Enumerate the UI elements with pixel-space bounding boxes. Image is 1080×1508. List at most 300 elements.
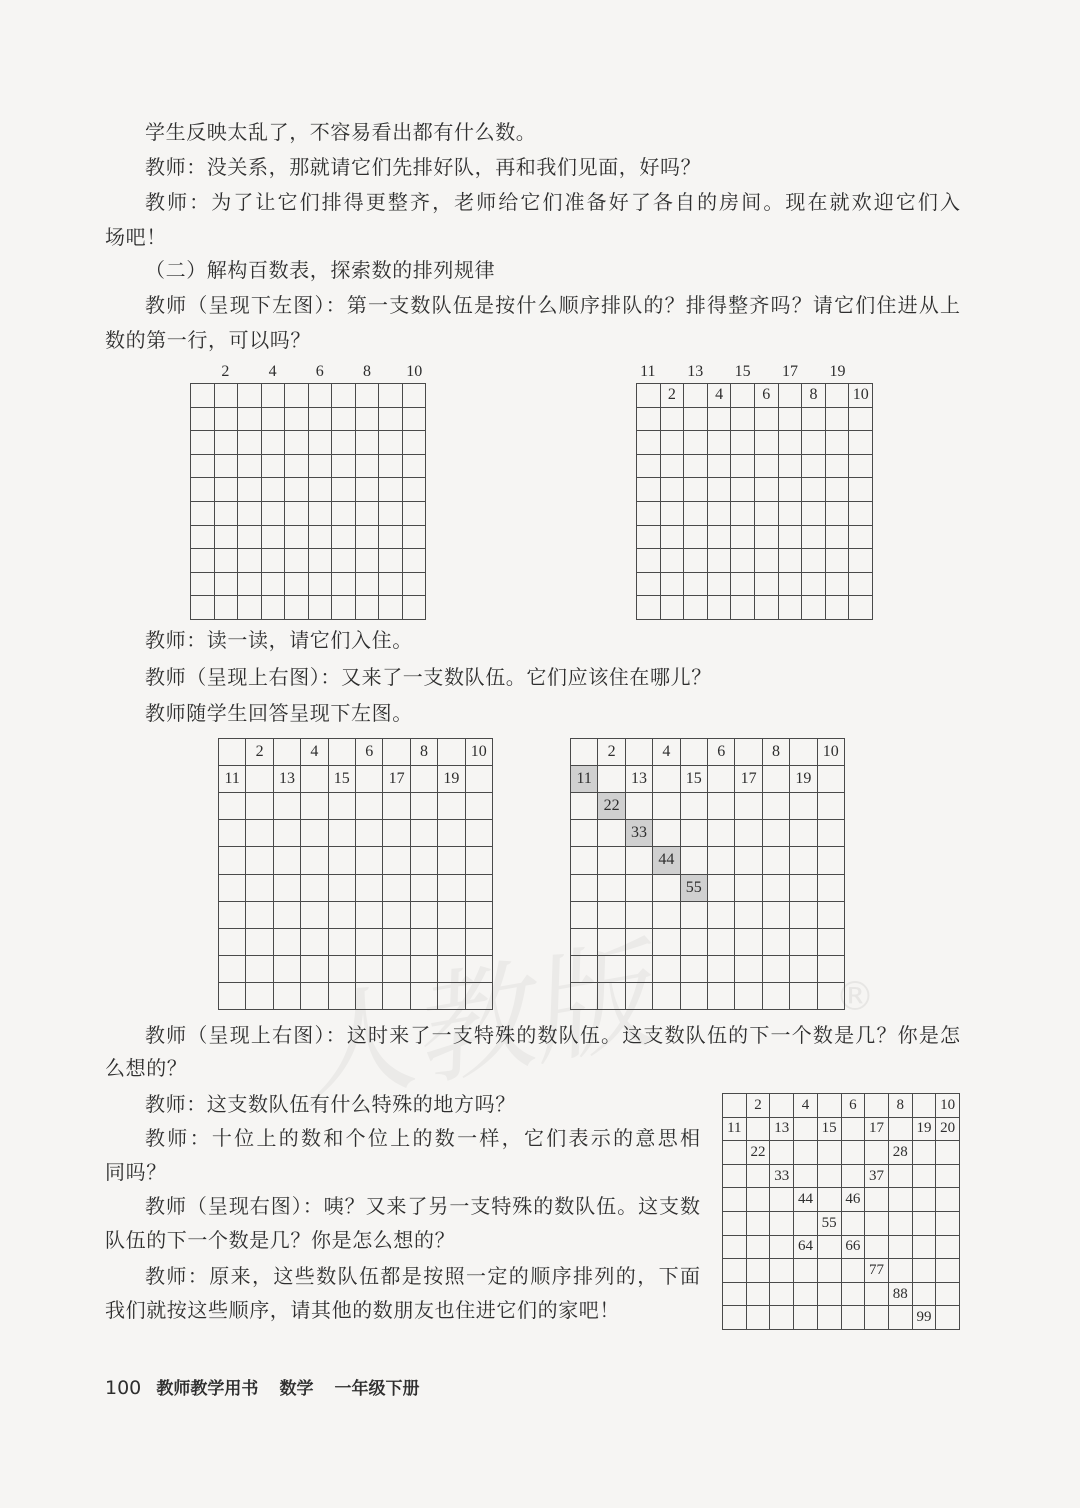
paragraph-line: 队伍的下一个数是几？你是怎么想的？: [105, 1228, 456, 1252]
grid-cell-empty: [301, 983, 328, 1010]
grid-cell-empty: [913, 1188, 937, 1212]
grid-cell-empty: [684, 408, 708, 432]
grid-cell-number: 28: [889, 1141, 913, 1165]
grid-cell-empty: [755, 431, 779, 455]
grid-cell-empty: [731, 478, 755, 502]
grid-cell-empty: [913, 1094, 937, 1118]
grid-cell-empty: [466, 766, 493, 793]
grid-cell-empty: [794, 1306, 818, 1330]
grid-cell-empty: [403, 502, 427, 526]
grid-cell-empty: [747, 1165, 771, 1189]
grid-cell-empty: [309, 573, 333, 597]
grid-cell-empty: [794, 1259, 818, 1283]
grid-header-spacer: [237, 361, 261, 383]
grid-cell-empty: [356, 455, 380, 479]
grid-cell-empty: [826, 549, 850, 573]
grid-cell-empty: [356, 384, 380, 408]
grid-cell-empty: [379, 408, 403, 432]
grid-cell-empty: [735, 956, 762, 983]
grid-cell-empty: [356, 478, 380, 502]
grid-cell-empty: [708, 455, 732, 479]
grid-cell-empty: [661, 573, 685, 597]
grid-cell-empty: [637, 384, 661, 408]
grid-cell-empty: [383, 793, 410, 820]
grid-cell-empty: [723, 1212, 747, 1236]
grid-cell-empty: [383, 983, 410, 1010]
paragraph-line: 么想的？: [105, 1056, 188, 1080]
grid-cell-empty: [842, 1259, 866, 1283]
grid-cell-empty: [191, 455, 215, 479]
grid-cell-empty: [889, 1236, 913, 1260]
grid-cell-empty: [826, 408, 850, 432]
grid-cell-empty: [790, 902, 817, 929]
grid-cell-empty: [309, 455, 333, 479]
grid-cell-empty: [262, 596, 286, 620]
grid-cell-empty: [356, 847, 383, 874]
grid-cell-empty: [379, 478, 403, 502]
grid-cell-empty: [356, 793, 383, 820]
grid-cell-empty: [770, 1236, 794, 1260]
grid-cell-empty: [818, 1141, 842, 1165]
grid-cell-empty: [246, 956, 273, 983]
grid-cell-empty: [735, 793, 762, 820]
grid-cell-empty: [708, 820, 735, 847]
grid-cell-empty: [790, 847, 817, 874]
grid-cell-empty: [403, 455, 427, 479]
grid-cell-empty: [466, 929, 493, 956]
grid-cell-empty: [637, 573, 661, 597]
grid-cell-number: 2: [747, 1094, 771, 1118]
grid-cell-empty: [865, 1188, 889, 1212]
grid-cell-empty: [438, 956, 465, 983]
grid-cell-empty: [681, 956, 708, 983]
grid-cell-number: 17: [383, 766, 410, 793]
grid-cell-empty: [238, 502, 262, 526]
grid-cell-empty: [723, 1141, 747, 1165]
grid-cell-empty: [332, 526, 356, 550]
grid-cell-number: 15: [818, 1118, 842, 1142]
grid-header-spacer: [802, 361, 826, 383]
grid-cell-empty: [731, 526, 755, 550]
grid-cell-empty: [849, 408, 873, 432]
grid-cell-number: 10: [466, 739, 493, 766]
grid-cell-empty: [936, 1283, 960, 1307]
grid-header-label: 2: [221, 363, 230, 380]
grid-cell-empty: [379, 526, 403, 550]
grid-cell-empty: [723, 1283, 747, 1307]
grid-cell-empty: [285, 408, 309, 432]
grid-cell-empty: [865, 1094, 889, 1118]
grid-cell-empty: [356, 502, 380, 526]
grid-cell-empty: [708, 847, 735, 874]
hundred-chart-grid-1: [190, 383, 426, 620]
grid-cell-empty: [246, 766, 273, 793]
grid-cell-empty: [329, 983, 356, 1010]
page-number: 100: [105, 1377, 142, 1399]
grid-cell-empty: [865, 1141, 889, 1165]
grid-cell-empty: [661, 455, 685, 479]
grid-cell-empty: [755, 526, 779, 550]
grid-cell-empty: [466, 793, 493, 820]
grid-cell-empty: [684, 526, 708, 550]
grid-cell-empty: [238, 431, 262, 455]
grid-cell-empty: [818, 847, 845, 874]
paragraph-line: 教师（呈现下左图）：第一支数队伍是按什么顺序排队的？排得整齐吗？请它们住进从上: [145, 293, 960, 317]
paragraph-line: 教师：为了让它们排得更整齐，老师给它们准备好了各自的房间。现在就欢迎它们入: [145, 190, 960, 214]
grid-cell-number: 55: [818, 1212, 842, 1236]
grid-cell-number: 22: [747, 1141, 771, 1165]
grid-cell-empty: [274, 875, 301, 902]
grid-cell-empty: [301, 766, 328, 793]
grid-cell-empty: [356, 875, 383, 902]
grid-cell-empty: [438, 929, 465, 956]
grid-cell-empty: [309, 384, 333, 408]
grid-cell-empty: [356, 766, 383, 793]
grid-cell-empty: [301, 793, 328, 820]
grid-cell-empty: [285, 573, 309, 597]
grid-cell-empty: [681, 847, 708, 874]
grid-cell-empty: [332, 431, 356, 455]
grid-cell-empty: [684, 549, 708, 573]
grid-cell-empty: [438, 983, 465, 1010]
grid-cell-empty: [826, 596, 850, 620]
grid-cell-empty: [598, 847, 625, 874]
grid-cell-empty: [763, 929, 790, 956]
grid-cell-empty: [770, 1094, 794, 1118]
grid-cell-empty: [598, 929, 625, 956]
grid-cell-empty: [383, 902, 410, 929]
grid-cell-empty: [849, 431, 873, 455]
grid-cell-empty: [285, 384, 309, 408]
grid-cell-empty: [731, 384, 755, 408]
grid-cell-empty: [262, 573, 286, 597]
grid-cell-empty: [191, 573, 215, 597]
grid-cell-empty: [301, 902, 328, 929]
grid-cell-empty: [215, 408, 239, 432]
grid-cell-empty: [301, 875, 328, 902]
grid-cell-empty: [681, 902, 708, 929]
grid-cell-empty: [794, 1212, 818, 1236]
grid-cell-empty: [936, 1212, 960, 1236]
grid-cell-empty: [403, 526, 427, 550]
grid-cell-empty: [708, 983, 735, 1010]
grid-cell-number: 19: [438, 766, 465, 793]
grid-cell-empty: [826, 526, 850, 550]
grid-cell-number: 6: [356, 739, 383, 766]
grid-cell-empty: [747, 1212, 771, 1236]
grid-cell-empty: [309, 502, 333, 526]
grid-cell-empty: [849, 573, 873, 597]
grid-cell-empty: [329, 902, 356, 929]
grid-cell-empty: [215, 502, 239, 526]
grid-cell-empty: [747, 1188, 771, 1212]
grid-cell-empty: [301, 929, 328, 956]
grid-cell-empty: [411, 956, 438, 983]
grid-cell-empty: [274, 983, 301, 1010]
grid-cell-empty: [913, 1165, 937, 1189]
grid-cell-empty: [219, 956, 246, 983]
grid-cell-number: 15: [681, 766, 708, 793]
grid-cell-empty: [356, 596, 380, 620]
grid-cell-empty: [626, 902, 653, 929]
grid-cell-empty: [763, 875, 790, 902]
grid-cell-empty: [626, 739, 653, 766]
grid-cell-empty: [735, 739, 762, 766]
grid-cell-empty: [274, 929, 301, 956]
grid-header-label: 19: [829, 363, 846, 380]
grid-header-spacer: [660, 361, 684, 383]
grid-cell-number: 19: [913, 1118, 937, 1142]
grid-cell-empty: [626, 929, 653, 956]
page-footer: [105, 1375, 436, 1401]
grid-cell-empty: [779, 431, 803, 455]
grid-cell-empty: [842, 1141, 866, 1165]
grid-cell-empty: [246, 902, 273, 929]
grid-cell-empty: [849, 502, 873, 526]
grid-cell-empty: [356, 549, 380, 573]
grade: 一年级下册: [334, 1379, 420, 1399]
grid-cell-empty: [708, 526, 732, 550]
grid-cell-empty: [763, 902, 790, 929]
grid-cell-empty: [219, 929, 246, 956]
paragraph-line: 教师随学生回答呈现下左图。: [145, 701, 413, 725]
grid-cell-empty: [246, 929, 273, 956]
grid-cell-empty: [438, 875, 465, 902]
grid-cell-empty: [661, 526, 685, 550]
grid-cell-empty: [708, 596, 732, 620]
grid-cell-empty: [936, 1306, 960, 1330]
grid-cell-empty: [708, 793, 735, 820]
grid-cell-empty: [309, 596, 333, 620]
grid-cell-empty: [889, 1118, 913, 1142]
grid-cell-empty: [849, 455, 873, 479]
grid-cell-empty: [731, 431, 755, 455]
grid-cell-empty: [790, 875, 817, 902]
grid-cell-empty: [219, 739, 246, 766]
grid-cell-empty: [332, 384, 356, 408]
grid-cell-empty: [274, 793, 301, 820]
grid-cell-empty: [913, 1212, 937, 1236]
grid-cell-empty: [684, 384, 708, 408]
grid-cell-empty: [723, 1094, 747, 1118]
grid-cell-empty: [779, 478, 803, 502]
grid-cell-empty: [285, 549, 309, 573]
grid-header-spacer: [332, 361, 356, 383]
grid-cell-empty: [818, 766, 845, 793]
grid-cell-empty: [356, 820, 383, 847]
grid-cell-empty: [826, 455, 850, 479]
grid-cell-empty: [626, 847, 653, 874]
grid-cell-number: 33: [770, 1165, 794, 1189]
grid-cell-empty: [238, 478, 262, 502]
grid-cell-empty: [755, 596, 779, 620]
grid-cell-number: 37: [865, 1165, 889, 1189]
grid-cell-empty: [301, 956, 328, 983]
grid-cell-empty: [653, 875, 680, 902]
grid-cell-empty: [826, 431, 850, 455]
grid-cell-empty: [332, 549, 356, 573]
grid-cell-number: 6: [842, 1094, 866, 1118]
grid-header-spacer: [707, 361, 731, 383]
grid-cell-empty: [708, 502, 732, 526]
grid-cell-empty: [329, 793, 356, 820]
grid-cell-empty: [329, 875, 356, 902]
grid-cell-empty: [438, 847, 465, 874]
grid-cell-empty: [731, 455, 755, 479]
grid-cell-empty: [285, 526, 309, 550]
grid-cell-empty: [285, 455, 309, 479]
grid-cell-empty: [438, 820, 465, 847]
grid-header-label: 8: [362, 363, 371, 380]
grid-cell-empty: [219, 820, 246, 847]
grid-header-spacer: [849, 361, 873, 383]
grid-cell-empty: [818, 956, 845, 983]
grid-cell-empty: [818, 1306, 842, 1330]
grid-cell-number: 8: [763, 739, 790, 766]
grid-cell-number: 44: [794, 1188, 818, 1212]
grid-cell-empty: [246, 847, 273, 874]
subject: 数学: [279, 1379, 314, 1399]
grid-header-spacer: [379, 361, 403, 383]
grid-cell-empty: [466, 902, 493, 929]
grid-cell-number: 64: [794, 1236, 818, 1260]
grid-cell-empty: [383, 956, 410, 983]
grid-cell-empty: [681, 739, 708, 766]
grid-cell-empty: [818, 1236, 842, 1260]
grid-cell-empty: [285, 478, 309, 502]
grid-cell-empty: [889, 1306, 913, 1330]
grid-header-spacer: [190, 361, 214, 383]
grid-cell-empty: [438, 902, 465, 929]
grid-cell-empty: [598, 983, 625, 1010]
grid-header-label: 15: [734, 363, 751, 380]
grid-cell-empty: [403, 408, 427, 432]
grid-cell-empty: [661, 408, 685, 432]
grid-cell-empty: [708, 766, 735, 793]
paragraph-line: 教师（呈现上右图）：又来了一支数队伍。它们应该住在哪儿？: [145, 665, 712, 689]
grid-cell-empty: [731, 549, 755, 573]
grid-1-header: [190, 361, 426, 383]
grid-cell-empty: [215, 549, 239, 573]
grid-cell-number: 10: [936, 1094, 960, 1118]
grid-cell-empty: [274, 847, 301, 874]
grid-cell-empty: [332, 573, 356, 597]
grid-cell-empty: [466, 820, 493, 847]
grid-cell-number: 13: [770, 1118, 794, 1142]
grid-cell-empty: [383, 847, 410, 874]
grid-cell-empty: [403, 549, 427, 573]
grid-cell-empty: [215, 596, 239, 620]
grid-cell-empty: [684, 455, 708, 479]
grid-cell-empty: [301, 820, 328, 847]
grid-cell-empty: [379, 573, 403, 597]
grid-cell-empty: [708, 431, 732, 455]
grid-cell-empty: [653, 956, 680, 983]
grid-cell-empty: [285, 431, 309, 455]
grid-cell-empty: [571, 956, 598, 983]
grid-cell-empty: [626, 956, 653, 983]
grid-cell-empty: [708, 902, 735, 929]
grid-cell-empty: [262, 549, 286, 573]
grid-cell-empty: [219, 902, 246, 929]
hundred-chart-grid-4: [570, 738, 845, 1010]
grid-cell-empty: [865, 1212, 889, 1236]
paragraph-line: 教师：这支数队伍有什么特殊的地方吗？: [145, 1092, 516, 1116]
grid-cell-empty: [571, 820, 598, 847]
grid-cell-empty: [653, 766, 680, 793]
grid-cell-empty: [770, 1212, 794, 1236]
hundred-chart-grid-5: [722, 1093, 960, 1330]
grid-cell-empty: [274, 902, 301, 929]
grid-cell-number: 6: [708, 739, 735, 766]
paragraph-line: 教师：原来，这些数队伍都是按照一定的顺序排列的，下面: [145, 1264, 700, 1288]
grid-cell-empty: [332, 408, 356, 432]
grid-cell-empty: [285, 502, 309, 526]
grid-cell-empty: [865, 1283, 889, 1307]
grid-cell-number: 4: [301, 739, 328, 766]
grid-cell-number: 19: [790, 766, 817, 793]
grid-cell-empty: [661, 502, 685, 526]
grid-cell-number: 8: [411, 739, 438, 766]
grid-cell-empty: [770, 1188, 794, 1212]
grid-cell-empty: [747, 1259, 771, 1283]
grid-cell-empty: [708, 478, 732, 502]
grid-cell-number: 13: [626, 766, 653, 793]
grid-cell-empty: [403, 573, 427, 597]
grid-cell-empty: [466, 875, 493, 902]
grid-cell-empty: [779, 502, 803, 526]
grid-cell-empty: [356, 956, 383, 983]
grid-cell-empty: [779, 408, 803, 432]
grid-cell-empty: [274, 956, 301, 983]
grid-cell-empty: [191, 478, 215, 502]
grid-cell-number: 6: [755, 384, 779, 408]
grid-cell-number: 77: [865, 1259, 889, 1283]
grid-cell-empty: [466, 983, 493, 1010]
grid-cell-empty: [379, 384, 403, 408]
grid-cell-empty: [219, 847, 246, 874]
grid-cell-empty: [723, 1259, 747, 1283]
grid-cell-empty: [818, 902, 845, 929]
grid-cell-empty: [763, 793, 790, 820]
grid-cell-empty: [681, 983, 708, 1010]
book-title: 教师教学用书: [156, 1379, 259, 1399]
grid-cell-empty: [219, 793, 246, 820]
grid-cell-empty: [755, 549, 779, 573]
grid-cell-empty: [684, 573, 708, 597]
grid-cell-empty: [637, 526, 661, 550]
grid-cell-number: 2: [661, 384, 685, 408]
grid-cell-empty: [681, 820, 708, 847]
grid-cell-number: 88: [889, 1283, 913, 1307]
grid-cell-empty: [637, 455, 661, 479]
grid-cell-empty: [708, 408, 732, 432]
paragraph-line: 教师（呈现右图）：咦？又来了另一支特殊的数队伍。这支数: [145, 1194, 700, 1218]
grid-cell-empty: [708, 573, 732, 597]
grid-cell-empty: [191, 384, 215, 408]
grid-cell-empty: [779, 596, 803, 620]
grid-cell-empty: [215, 455, 239, 479]
grid-cell-empty: [191, 526, 215, 550]
grid-cell-empty: [913, 1236, 937, 1260]
grid-cell-empty: [708, 956, 735, 983]
paragraph-line: 我们就按这些顺序，请其他的数朋友也住进它们的家吧！: [105, 1298, 620, 1322]
grid-cell-empty: [411, 902, 438, 929]
grid-cell-empty: [913, 1259, 937, 1283]
grid-cell-empty: [191, 549, 215, 573]
grid-cell-empty: [936, 1236, 960, 1260]
grid-cell-empty: [735, 929, 762, 956]
